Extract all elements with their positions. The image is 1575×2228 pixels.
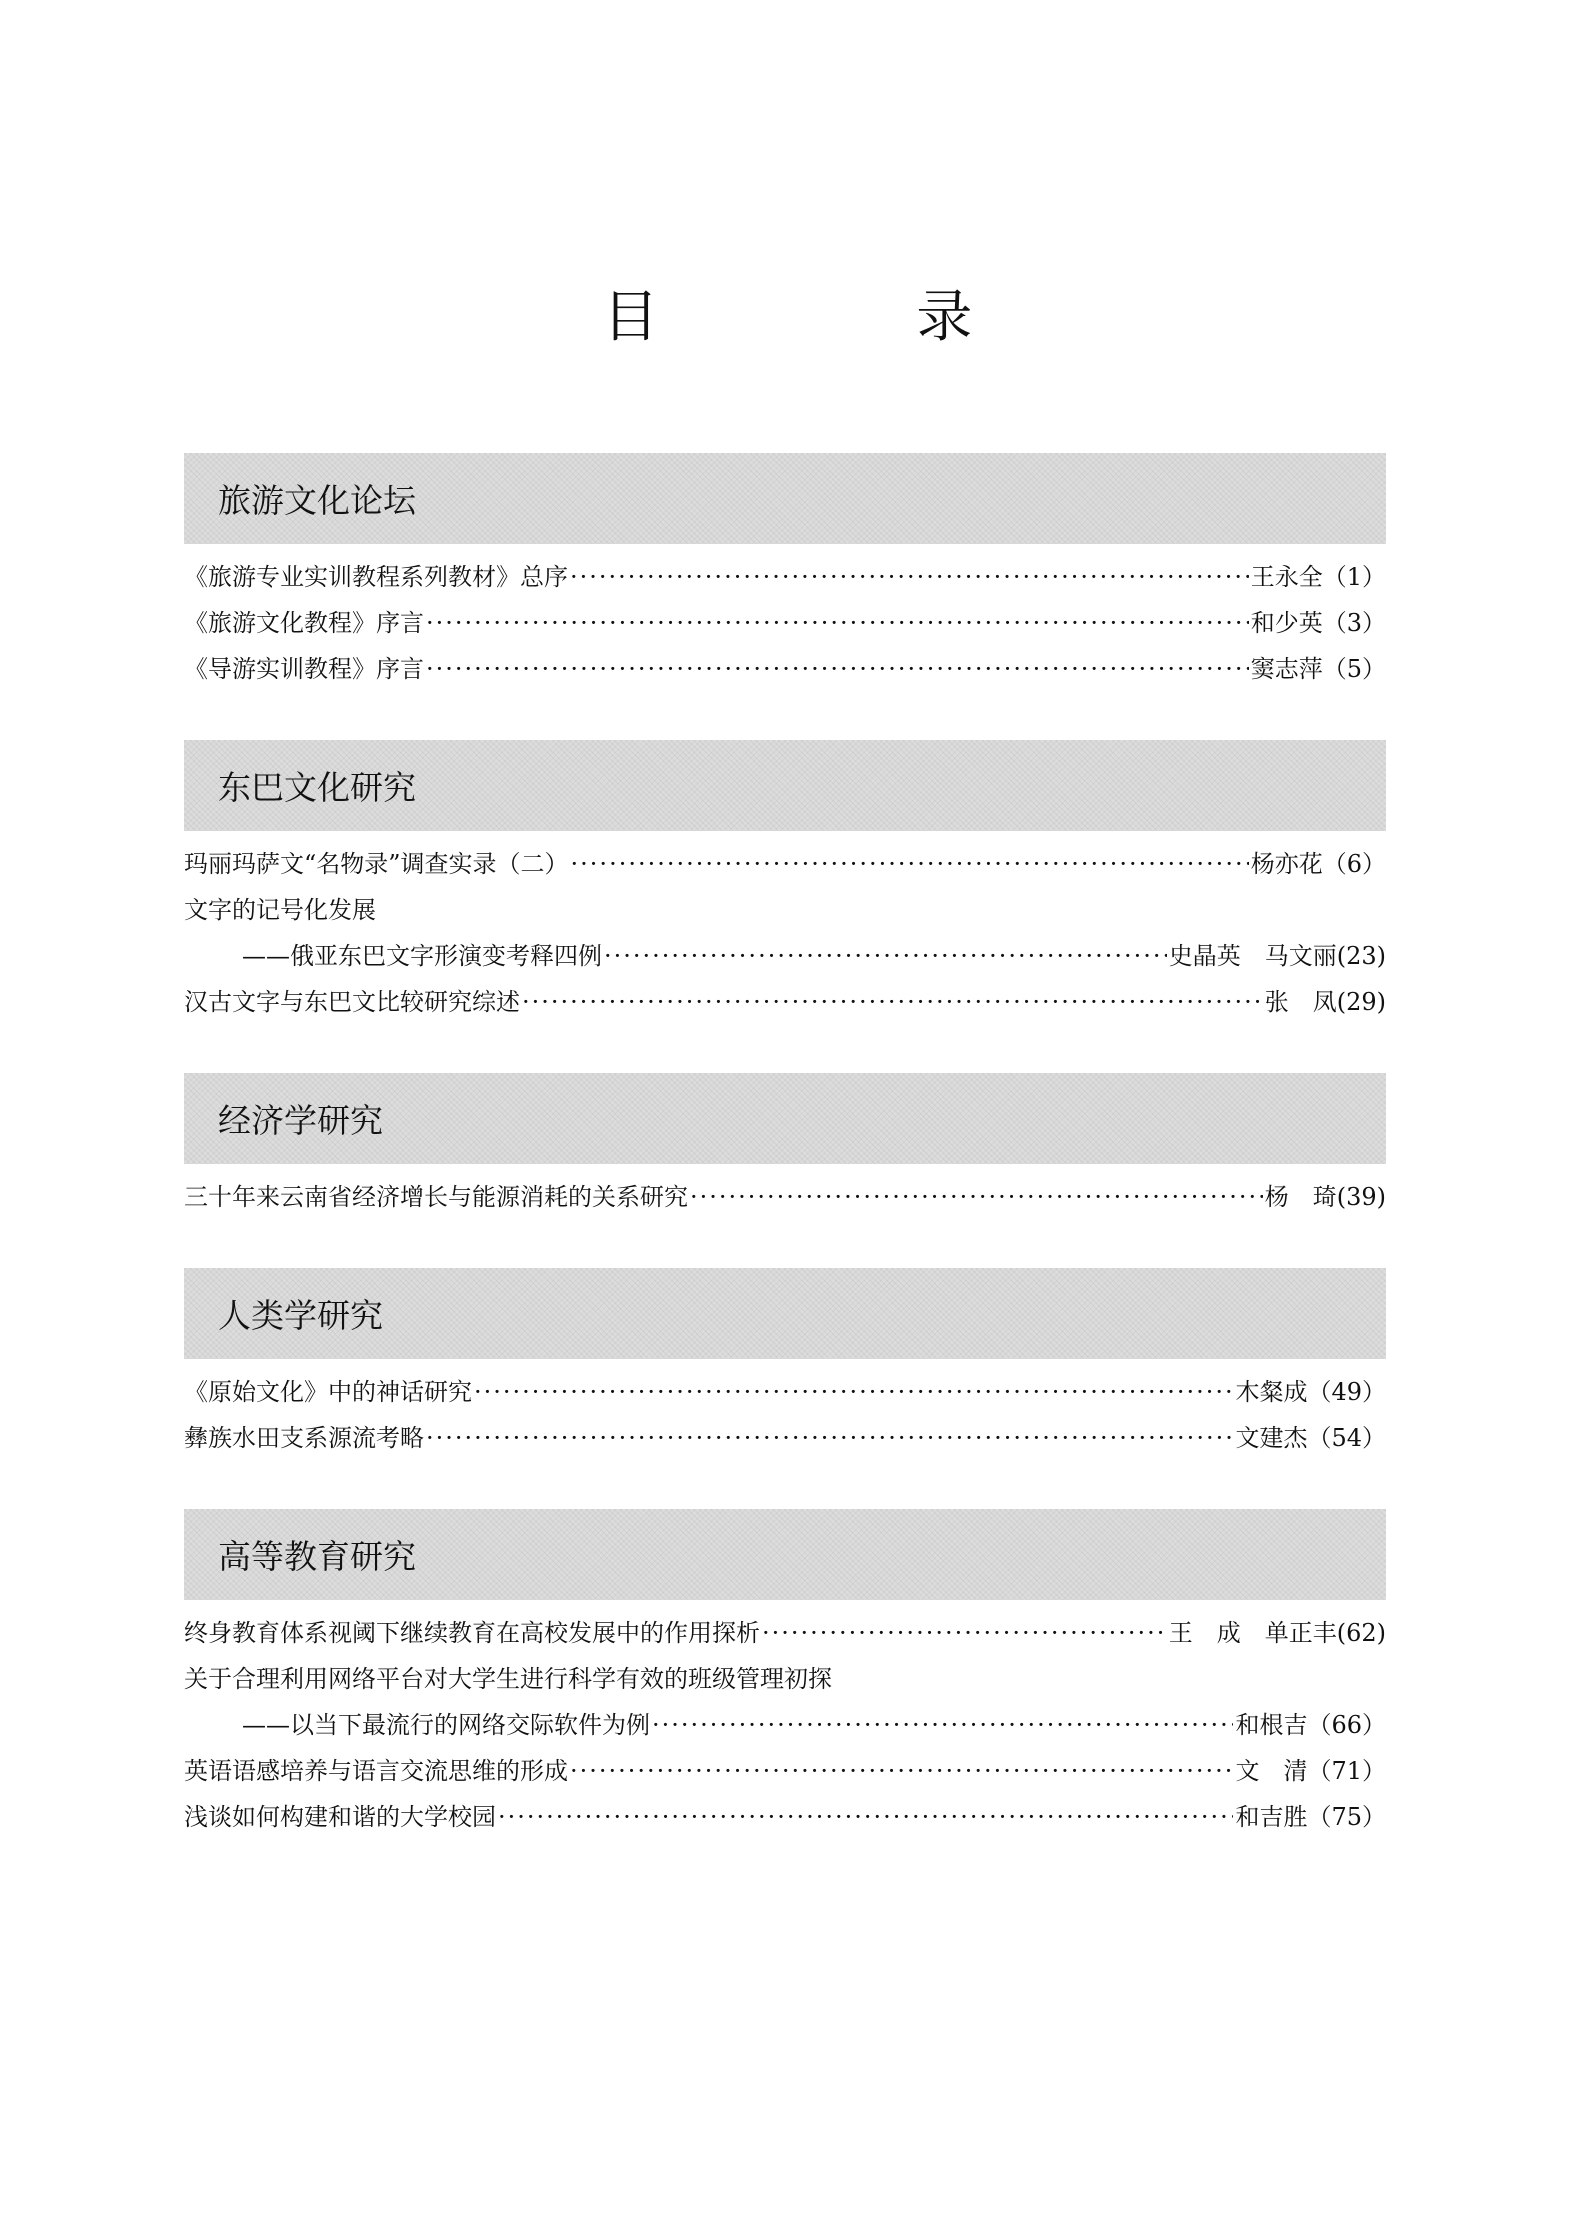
entry-author: 王永全: [1250, 563, 1323, 591]
section-header: [184, 453, 1386, 544]
toc-entry[interactable]: [184, 1610, 1386, 1656]
entry-page: (23): [1336, 942, 1386, 970]
toc-entry[interactable]: [184, 600, 1386, 646]
toc-section: [184, 1268, 1386, 1461]
entry-author: 王 成 单正丰: [1168, 1619, 1337, 1647]
section-header: [184, 1268, 1386, 1359]
entry-subtitle: ——俄亚东巴文字形演变考释四例: [242, 942, 602, 970]
entry-page: （49）: [1307, 1378, 1386, 1406]
entry-title: 《导游实训教程》序言: [184, 655, 424, 683]
section-title: 高等教育研究: [218, 1537, 416, 1576]
section-title: 经济学研究: [218, 1101, 383, 1140]
toc-section: [184, 453, 1386, 692]
entry-page: （1）: [1322, 563, 1386, 591]
toc-entry[interactable]: [184, 933, 1386, 979]
entry-page: （54）: [1307, 1424, 1386, 1452]
entry-author: 史晶英 马文丽: [1168, 942, 1337, 970]
entry-page: (29): [1336, 988, 1386, 1016]
entry-page: （66）: [1307, 1711, 1386, 1739]
toc-entry[interactable]: [184, 554, 1386, 600]
entry-title: 玛丽玛萨文“名物录”调查实录（二）: [184, 850, 569, 878]
entry-page: （75）: [1307, 1803, 1386, 1831]
dot-leader: [571, 841, 1249, 887]
dot-leader: [690, 1174, 1263, 1220]
entry-title: 浅谈如何构建和谐的大学校园: [184, 1803, 496, 1831]
toc-entry[interactable]: [184, 1794, 1386, 1840]
section-header: [184, 1509, 1386, 1600]
dot-leader: [426, 1415, 1233, 1461]
toc-section: [184, 740, 1386, 1025]
toc-entry[interactable]: [184, 841, 1386, 887]
section-title: 人类学研究: [218, 1296, 383, 1335]
entry-page: （6）: [1322, 850, 1386, 878]
entry-title: 彝族水田支系源流考略: [184, 1424, 424, 1452]
entry-subtitle: ——以当下最流行的网络交际软件为例: [242, 1711, 650, 1739]
entry-author: 文 清: [1235, 1757, 1308, 1785]
toc-entry[interactable]: [184, 979, 1386, 1025]
entry-title: 汉古文字与东巴文比较研究综述: [184, 988, 520, 1016]
entry-title: 英语语感培养与语言交流思维的形成: [184, 1757, 568, 1785]
entry-author: 张 凤: [1264, 988, 1337, 1016]
entry-author: 窦志萍: [1250, 655, 1323, 683]
toc-entry[interactable]: [184, 1415, 1386, 1461]
entry-title: 三十年来云南省经济增长与能源消耗的关系研究: [184, 1183, 688, 1211]
table-of-contents: [184, 453, 1386, 1888]
toc-section: [184, 1509, 1386, 1840]
toc-entry[interactable]: [184, 1174, 1386, 1220]
dot-leader: [570, 554, 1249, 600]
toc-entry[interactable]: [184, 1369, 1386, 1415]
dot-leader: [426, 600, 1249, 646]
toc-section: [184, 1073, 1386, 1220]
entry-page: （71）: [1307, 1757, 1386, 1785]
entry-author: 文建杰: [1235, 1424, 1308, 1452]
entry-page: (39): [1336, 1183, 1386, 1211]
section-header: [184, 1073, 1386, 1164]
entry-page: (62): [1336, 1619, 1386, 1647]
entry-author: 和少英: [1250, 609, 1323, 637]
entry-title: 《旅游文化教程》序言: [184, 609, 424, 637]
entry-author: 和根吉: [1235, 1711, 1308, 1739]
entry-title: 终身教育体系视阈下继续教育在高校发展中的作用探析: [184, 1619, 760, 1647]
entry-main-title[interactable]: 文字的记号化发展: [184, 896, 376, 924]
entry-page: （3）: [1322, 609, 1386, 637]
dot-leader: [426, 646, 1249, 692]
entry-main-title[interactable]: 关于合理利用网络平台对大学生进行科学有效的班级管理初探: [184, 1665, 832, 1693]
section-title: 旅游文化论坛: [218, 481, 416, 520]
page-title: 目 录: [602, 285, 1093, 350]
entry-author: 杨亦花: [1250, 850, 1323, 878]
entry-page: （5）: [1322, 655, 1386, 683]
section-title: 东巴文化研究: [218, 768, 416, 807]
dot-leader: [604, 933, 1167, 979]
entry-title: 《旅游专业实训教程系列教材》总序: [184, 563, 568, 591]
entry-author: 木粲成: [1235, 1378, 1308, 1406]
entry-title: 《原始文化》中的神话研究: [184, 1378, 472, 1406]
dot-leader: [474, 1369, 1233, 1415]
dot-leader: [570, 1748, 1233, 1794]
section-header: [184, 740, 1386, 831]
toc-entry[interactable]: [184, 1748, 1386, 1794]
entry-author: 杨 琦: [1264, 1183, 1337, 1211]
toc-entry[interactable]: [184, 1702, 1386, 1748]
dot-leader: [498, 1794, 1233, 1840]
dot-leader: [762, 1610, 1167, 1656]
entry-author: 和吉胜: [1235, 1803, 1308, 1831]
toc-entry[interactable]: [184, 646, 1386, 692]
dot-leader: [652, 1702, 1233, 1748]
dot-leader: [522, 979, 1263, 1025]
